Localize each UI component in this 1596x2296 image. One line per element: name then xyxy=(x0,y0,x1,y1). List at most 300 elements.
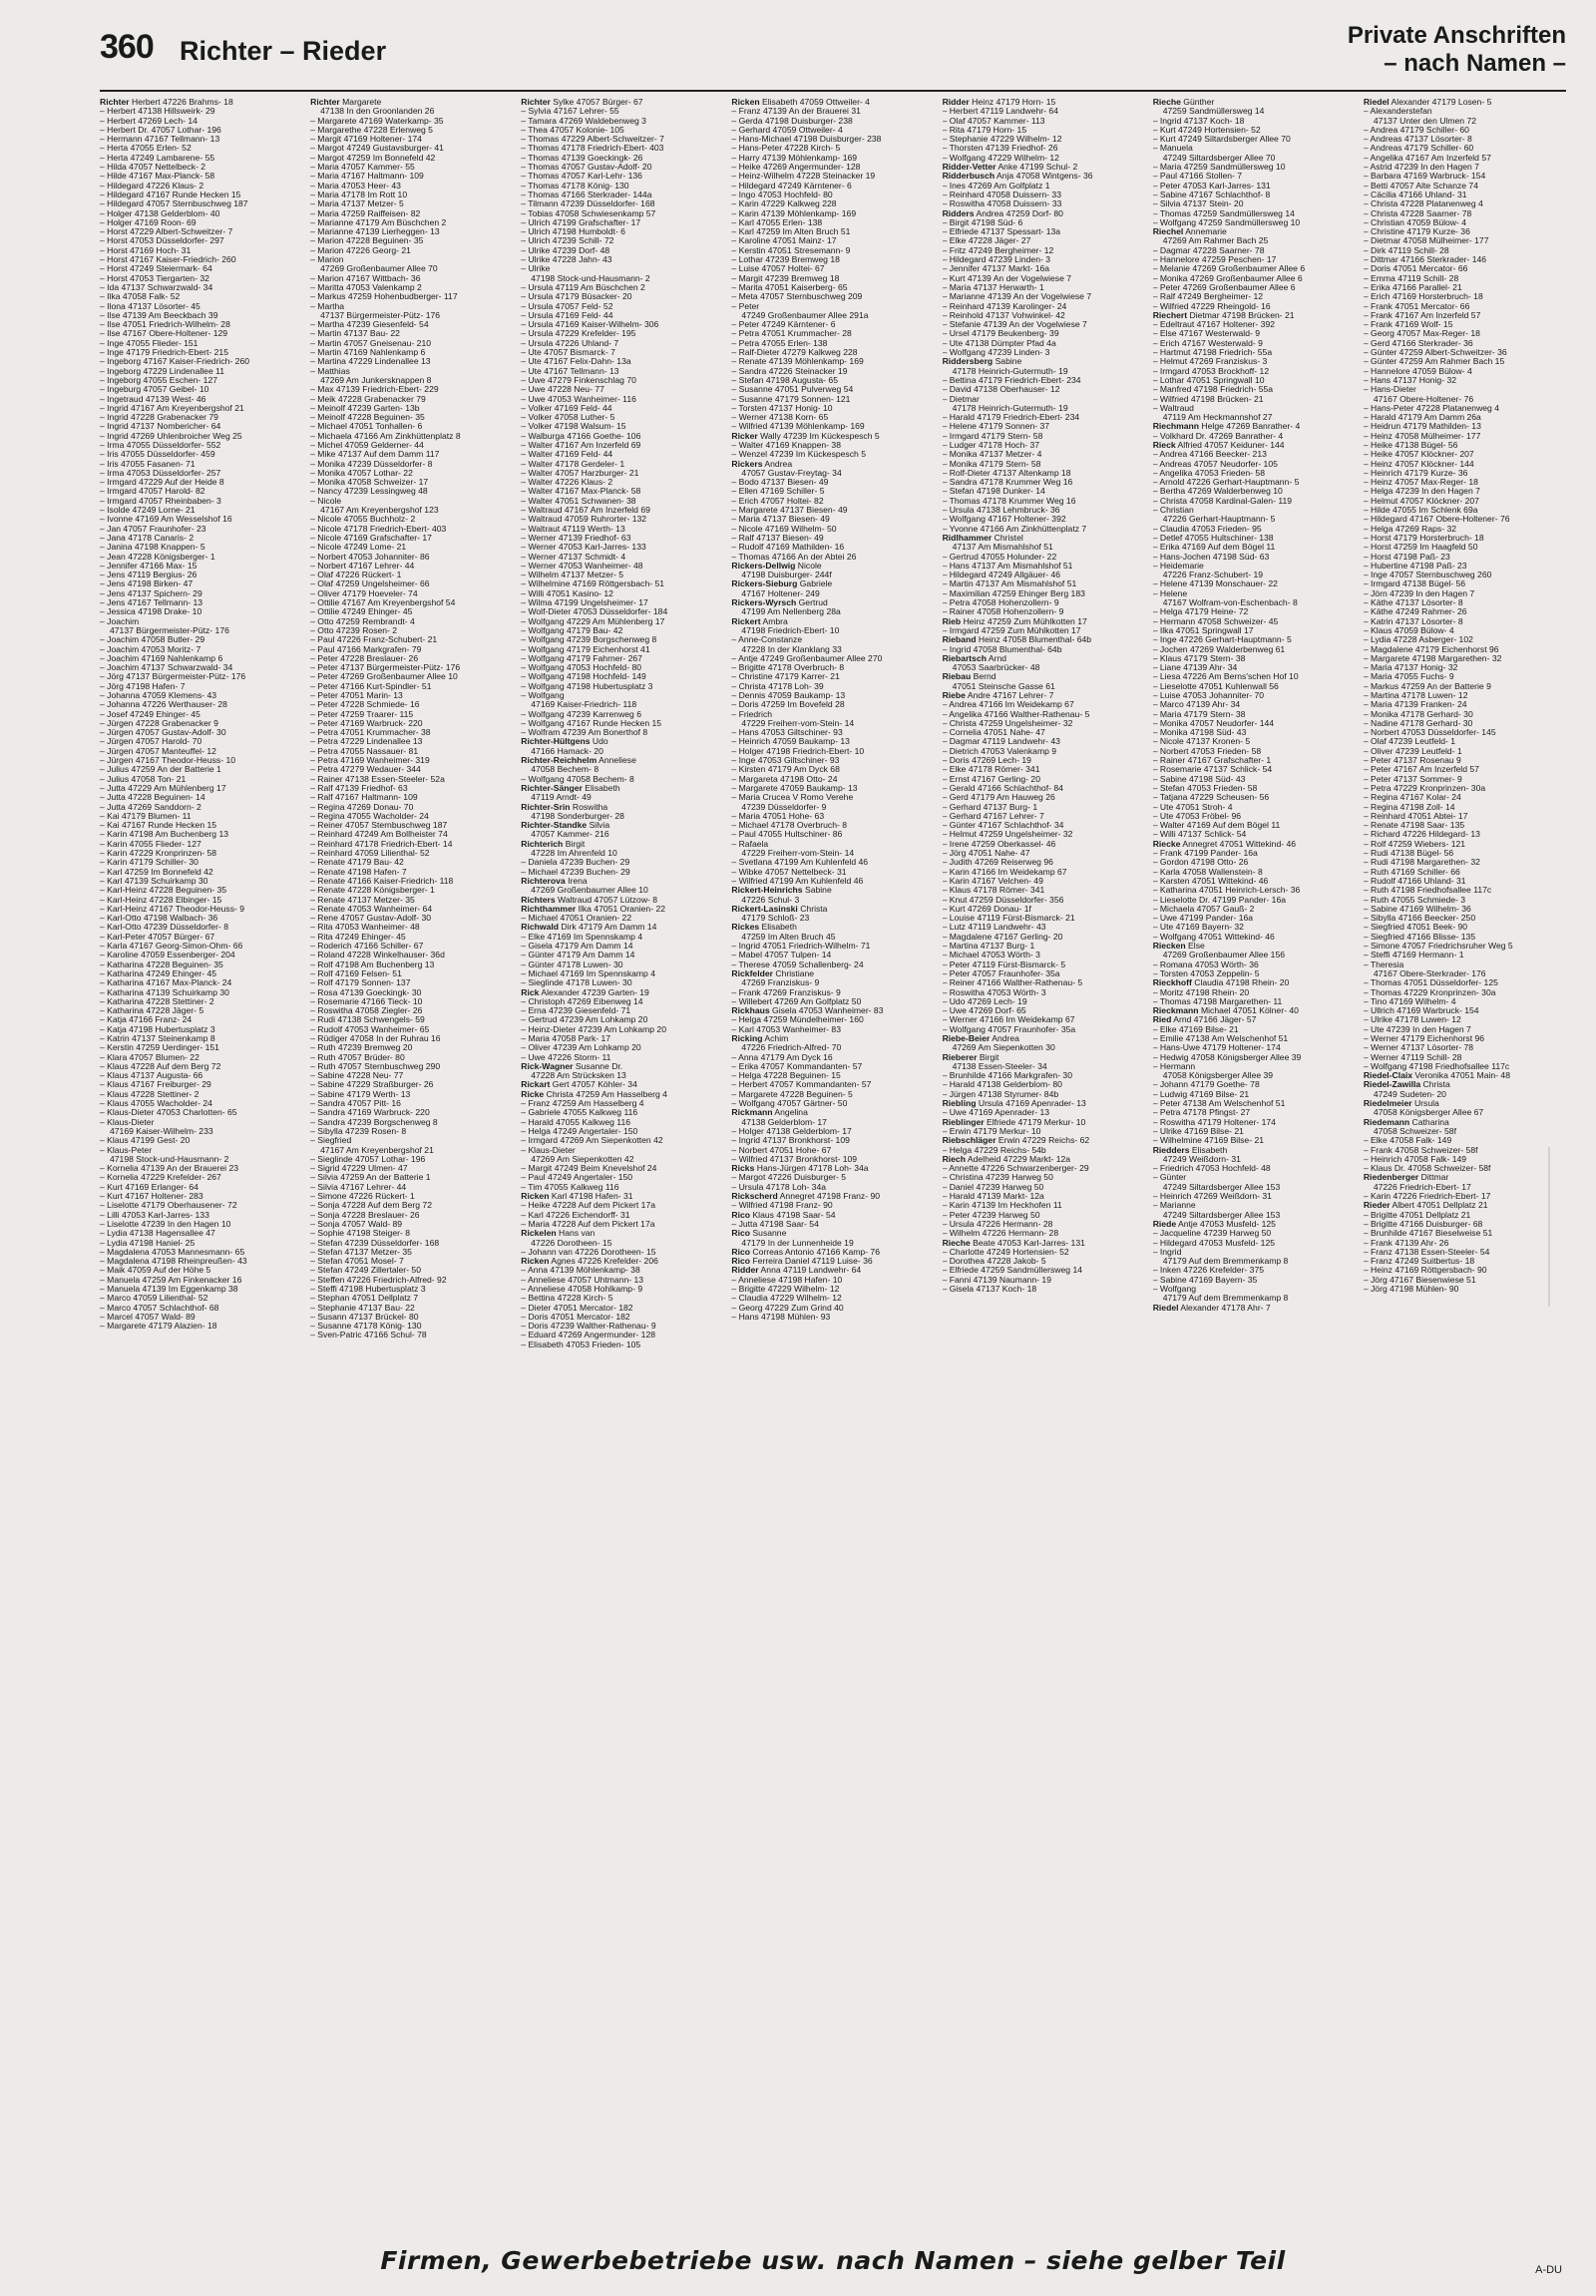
listing-entry: – Ingrid 47228 Grabenacker 79 xyxy=(100,413,218,423)
listing-entry: – Silvia 47137 Stein- 20 xyxy=(1152,199,1244,209)
listing-entry: – Nancy 47239 Lessingweg 48 xyxy=(310,487,428,497)
listing-entry: – Erika 47057 Kommandanten- 57 xyxy=(731,1061,863,1071)
listing-entry: – Waltraut 47119 Werth- 13 xyxy=(521,524,625,534)
listing-entry: Rieckhoff Claudia 47198 Rhein- 20 xyxy=(1152,978,1290,988)
listing-entry: – Frank 47167 Am Inzerfeld 57 xyxy=(1363,310,1481,320)
listing-entry: – Ruth 47055 Schmiede- 3 xyxy=(1363,895,1466,905)
listing-entry: – Siegfried 47166 Blisse- 135 xyxy=(1363,932,1476,942)
listing-entry: 47249 Weißdorn- 31 xyxy=(1162,1154,1241,1164)
listing-entry: – Brigitte 47166 Duisburger- 68 xyxy=(1363,1219,1483,1229)
listing-entry: – Monika 47057 Neudorfer- 144 xyxy=(1152,718,1275,728)
listing-entry: – Margit 47249 Beim Knevelshof 24 xyxy=(521,1164,657,1174)
listing-entry: Riedelmeier Ursula xyxy=(1363,1099,1439,1109)
listing-entry: – Helmut 47259 Ungelsheimer- 32 xyxy=(942,830,1073,840)
listing-entry: – Hilde 47167 Max-Planck- 58 xyxy=(100,172,215,182)
listing-entry: – Steffi 47198 Hubertusplatz 3 xyxy=(310,1285,426,1294)
listing-entry: – Frank 47139 Ahr- 26 xyxy=(1363,1238,1449,1248)
listing-entry: – Maria 47178 Im Rott 10 xyxy=(310,190,408,199)
listing-entry: – Margarete 47198 Margarethen- 32 xyxy=(1363,653,1502,663)
listing-entry: – Kai 47179 Blumen- 11 xyxy=(100,811,192,821)
listing-entry: – Peter 47137 Sommer- 9 xyxy=(1363,774,1462,784)
listing-entry: – Katharina 47249 Ehinger- 45 xyxy=(100,968,217,978)
page-header xyxy=(100,22,1566,82)
listing-entry: – Paul 47055 Hultschiner- 86 xyxy=(731,830,843,840)
listing-entry: – Klaus 47059 Bülow- 4 xyxy=(1363,625,1454,635)
listing-entry: – Thomas 47166 An der Abtei 26 xyxy=(731,552,857,562)
listing-entry: 47178 Heinrich-Gutermuth- 19 xyxy=(952,403,1068,413)
listing-entry: – Johann van 47226 Dorotheen- 15 xyxy=(521,1247,656,1257)
listing-entry: – Martina 47229 Lindenallee 13 xyxy=(310,357,431,367)
listing-entry: – Ottilie 47167 Am Kreyenbergshof 54 xyxy=(310,598,456,608)
listing-entry: – Brunhilde 47167 Bieselweise 51 xyxy=(1363,1229,1493,1239)
listing-entry: – Sabine 47228 Neu- 77 xyxy=(310,1071,404,1081)
listing-entry: – Jennifer 47137 Markt- 16a xyxy=(942,264,1050,274)
listing-entry: – Kai 47167 Runde Hecken 15 xyxy=(100,821,217,831)
listing-entry: – Christine 47179 Kurze- 36 xyxy=(1363,227,1470,237)
listing-entry: Ricker Wally 47239 Im Kückespesch 5 xyxy=(731,431,880,441)
listing-entry: – Holger 47138 Gelderblom- 40 xyxy=(100,208,220,218)
listing-entry: – Walter 47178 Gerdeler- 1 xyxy=(521,459,625,469)
listing-entry: – Ursula 47226 Hermann- 28 xyxy=(942,1219,1053,1229)
listing-entry: Riecke Annegret 47051 Wittekind- 46 xyxy=(1152,839,1297,849)
listing-entry: – Franz 47139 An der Brauerei 31 xyxy=(731,107,861,117)
listing-entry: – Wilhelmine 47169 Röttgersbach- 51 xyxy=(521,579,665,589)
listing-entry: – Walburga 47166 Goethe- 106 xyxy=(521,431,641,441)
listing-entry: – Anna 47139 Möhlenkamp- 38 xyxy=(521,1266,640,1276)
listing-entry: – Helga 47249 Angertaler- 150 xyxy=(521,1126,638,1136)
listing-entry: – Harry 47139 Möhlenkamp- 169 xyxy=(731,153,858,163)
listing-entry: – Maria 47228 Auf dem Pickert 17a xyxy=(521,1219,655,1229)
listing-entry: – Martha 47239 Giesenfeld- 54 xyxy=(310,320,429,330)
listing-entry: – Wilhelm 47226 Hermann- 28 xyxy=(942,1229,1059,1239)
listing-entry: 47179 Schloß- 23 xyxy=(741,914,810,924)
listing-entry: – Monika 47058 Schweizer- 17 xyxy=(310,478,429,488)
listing-entry: – Rolf 47179 Sonnen- 137 xyxy=(310,978,411,988)
listing-entry: – Rainer 47138 Essen-Steeler- 52a xyxy=(310,774,445,784)
listing-entry: – Volkhard Dr. 47269 Banrather- 4 xyxy=(1152,431,1284,441)
listing-entry: – Kurt 47249 Hortensien- 52 xyxy=(1152,125,1261,135)
listing-entry: – Werner 47179 Eichenhorst 96 xyxy=(1363,1033,1485,1043)
listing-entry: Rieckmann Michael 47051 Kölner- 40 xyxy=(1152,1006,1299,1016)
listing-entry: – Erna 47239 Giesenfeld- 71 xyxy=(521,1006,631,1016)
listing-entry: – Klaus 47167 Freiburger- 29 xyxy=(100,1080,211,1090)
listing-entry: Richter Margarete xyxy=(310,98,382,107)
listing-entry: Richterich Birgit xyxy=(521,839,586,849)
listing-entry: – Frank 47199 Pander- 16a xyxy=(1152,849,1258,859)
listing-entry: – Tatjana 47229 Scheusen- 56 xyxy=(1152,793,1270,803)
listing-entry: – Iris 47055 Düsseldorfer- 459 xyxy=(100,450,215,460)
listing-entry: – Ida 47137 Schwarzwald- 34 xyxy=(100,282,213,292)
listing-entry: – Hans 47137 Am Mismahlshof 51 xyxy=(942,561,1073,571)
listing-entry: Rickelen Hans van xyxy=(521,1229,596,1239)
listing-entry: – Karl-Otto 47239 Düsseldorfer- 8 xyxy=(100,923,228,933)
listing-entry: – Renate 47053 Wanheimer- 64 xyxy=(310,904,433,914)
listing-entry: – Ute 47167 Felix-Dahn- 13a xyxy=(521,357,631,367)
listing-entry: – Maria 47051 Hohe- 63 xyxy=(731,811,825,821)
listing-entry: – Volker 47058 Luther- 5 xyxy=(521,413,615,423)
listing-entry: 47228 Am Strücksken 13 xyxy=(531,1071,626,1081)
listing-entry: – Manuela 47139 Im Eggenkamp 38 xyxy=(100,1285,238,1294)
listing-entry: – Susann 47137 Brückel- 80 xyxy=(310,1312,419,1322)
listing-entry: – Michael 47169 Im Spennskamp 4 xyxy=(521,968,655,978)
listing-entry: – Ruth 47057 Brüder- 80 xyxy=(310,1052,405,1062)
listing-entry: – Maria 47167 Haltmann- 109 xyxy=(310,172,424,182)
listing-entry: – Elisabeth 47053 Frieden- 105 xyxy=(521,1339,641,1349)
listing-entry: – Ellen 47169 Schiller- 5 xyxy=(731,487,825,497)
listing-entry: Ricken Karl 47198 Hafen- 31 xyxy=(521,1192,633,1202)
listing-entry: Rickfelder Christiane xyxy=(731,968,815,978)
listing-entry: – Volker 47169 Feld- 44 xyxy=(521,403,612,413)
listing-entry: – Karl-Heinz 47228 Elbinger- 15 xyxy=(100,895,222,905)
listing-entry: 47269 Großenbaumer Allee 70 xyxy=(320,264,438,274)
listing-entry: – Ulrich 47199 Grafschafter- 17 xyxy=(521,217,641,227)
listing-entry: – Christa 47259 Ungelsheimer- 32 xyxy=(942,718,1073,728)
listing-entry: 47137 Am Mismahlshof 51 xyxy=(952,543,1053,553)
listing-entry: – Ivonne 47169 Am Wesselshof 16 xyxy=(100,515,232,525)
listing-entry: – Werner 47139 Friedhof- 63 xyxy=(521,533,631,543)
listing-entry: – Wolfgang 47057 Gärtner- 50 xyxy=(731,1099,848,1109)
listing-entry: 47198 Sonderburger- 28 xyxy=(531,811,624,821)
listing-entry: 47179 Auf dem Bremmenkamp 8 xyxy=(1162,1257,1289,1267)
listing-entry: – Gordon 47198 Otto- 26 xyxy=(1152,858,1249,868)
listing-columns xyxy=(100,98,1566,2234)
listing-entry: Ried Arnd 47166 Jäger- 57 xyxy=(1152,1015,1257,1025)
listing-entry: – Karl-Peter 47057 Bürger- 67 xyxy=(100,932,215,942)
listing-entry: – Martha xyxy=(310,301,345,311)
listing-entry: 47051 Steinsche Gasse 61 xyxy=(952,681,1055,691)
listing-entry: – Dittmar 47166 Sterkrader- 146 xyxy=(1363,255,1487,265)
region-code: A-DU xyxy=(1535,2264,1562,2276)
listing-entry: – Herta 47249 Lambarene- 55 xyxy=(100,153,215,163)
listing-entry: Rieche Günther xyxy=(1152,98,1215,107)
listing-entry: – Sandra 47057 Pitt- 16 xyxy=(310,1099,401,1109)
listing-entry: – Dietrich 47053 Valenkamp 9 xyxy=(942,746,1057,756)
listing-entry: Rieberer Birgit xyxy=(942,1052,999,1062)
listing-entry: 47198 Duisburger- 244f xyxy=(741,571,832,580)
listing-entry: – Sigrid 47229 Ulmen- 47 xyxy=(310,1164,408,1174)
listing-entry: – Karl-Otto 47198 Walbach- 36 xyxy=(100,914,218,924)
listing-entry: – Margarete 47228 Beguinen- 5 xyxy=(731,1089,853,1099)
listing-entry: – Hans 47053 Giltschiner- 93 xyxy=(731,728,843,738)
listing-entry: – Günter xyxy=(1152,1173,1187,1183)
listing-entry: – Sophie 47198 Steiger- 8 xyxy=(310,1229,410,1239)
listing-entry: 47269 Großenbaumer Allee 156 xyxy=(1162,951,1286,960)
listing-entry: – Herta 47055 Erlen- 52 xyxy=(100,144,192,154)
listing-entry: – Hans-Peter 47228 Kirch- 5 xyxy=(731,144,841,154)
listing-entry: 47058 Königsberger Allee 39 xyxy=(1162,1071,1274,1081)
listing-entry: – Stefan 47137 Metzer- 35 xyxy=(310,1247,412,1257)
listing-entry: – Karin 47167 Velchen- 49 xyxy=(942,876,1043,886)
listing-entry: – Ingeborg 47055 Eschen- 127 xyxy=(100,375,218,385)
listing-entry: – Oliver 47239 Am Lohkamp 20 xyxy=(521,1043,641,1053)
side-watermark xyxy=(1548,1147,1580,1307)
listing-entry: – Hermann 47167 Tellmann- 13 xyxy=(100,135,220,145)
listing-entry: Riebling Ursula 47169 Apenrader- 13 xyxy=(942,1099,1086,1109)
listing-entry: – Uwe 47169 Apenrader- 13 xyxy=(942,1108,1050,1118)
listing-entry: Riebartsch Arnd xyxy=(942,653,1007,663)
listing-entry: – Kurt 47169 Erlanger- 64 xyxy=(100,1182,199,1192)
listing-entry: – Gertrud 47055 Holunder- 22 xyxy=(942,552,1057,562)
listing-entry: – Hedwig 47058 Königsberger Allee 39 xyxy=(1152,1052,1302,1062)
listing-entry: – Paul 47249 Angertaler- 150 xyxy=(521,1173,633,1183)
listing-entry: – Ralf 47137 Biesen- 49 xyxy=(731,533,824,543)
listing-entry: – Klaus-Peter xyxy=(100,1145,153,1155)
listing-entry: – Michel 47059 Gelderner- 44 xyxy=(310,440,424,450)
listing-entry: Rickart Gert 47057 Köhler- 34 xyxy=(521,1080,637,1090)
listing-entry: – Monika 47057 Lothar- 22 xyxy=(310,468,413,478)
listing-entry: – Magdalene 47167 Gerling- 20 xyxy=(942,932,1063,942)
listing-entry: – Werner 47053 Wanheimer- 48 xyxy=(521,561,643,571)
listing-entry: – Christina 47239 Harweg 50 xyxy=(942,1173,1053,1183)
listing-entry: – Monika 47179 Stern- 58 xyxy=(942,459,1041,469)
listing-entry: – Margot 47226 Duisburger- 5 xyxy=(731,1173,847,1183)
listing-entry: – Werner 47138 Korn- 65 xyxy=(731,413,829,423)
listing-entry: – Inken 47226 Krefelder- 375 xyxy=(1152,1266,1265,1276)
listing-entry: 47269 Am Rahmer Bach 25 xyxy=(1162,236,1269,246)
listing-entry: Riedemann Catharina xyxy=(1363,1117,1449,1127)
listing-entry: – Doris 47269 Lech- 19 xyxy=(942,756,1031,766)
listing-entry: – Ruth 47198 Friedhofsallee 117c xyxy=(1363,886,1492,896)
listing-entry: – Peter 47167 Am Inzerfeld 57 xyxy=(1363,765,1479,775)
listing-entry: – Thomas 47178 Krummer Weg 16 xyxy=(942,496,1076,506)
listing-entry: – Theresia xyxy=(1363,959,1404,969)
listing-entry: – Reinhold 47137 Vohwinkel- 42 xyxy=(942,310,1065,320)
listing-entry: – Ulrich 47198 Humboldt- 6 xyxy=(521,227,625,237)
listing-entry: – Walter 47169 Knappen- 38 xyxy=(731,440,841,450)
listing-entry: – Ulrike 47178 Luwen- 12 xyxy=(1363,1015,1461,1025)
listing-entry: – Ludwig 47169 Bilse- 21 xyxy=(1152,1089,1250,1099)
listing-entry: – Maria Crucea V Romo Verehe xyxy=(731,793,854,803)
listing-entry: – Marion 47167 Wittbach- 36 xyxy=(310,273,421,283)
listing-entry: – Jochen 47269 Walderbenweg 61 xyxy=(1152,644,1286,654)
listing-entry: Riddersberg Sabine xyxy=(942,357,1022,367)
listing-entry: – Rudi 47138 Bügel- 56 xyxy=(1363,849,1454,859)
listing-entry: 47058 Königsberger Allee 67 xyxy=(1373,1108,1484,1118)
listing-entry: – Erika 47166 Parallel- 21 xyxy=(1363,282,1462,292)
listing-entry: – Marion 47228 Beguinen- 35 xyxy=(310,236,424,246)
listing-entry: – Ottilie 47249 Ehinger- 45 xyxy=(310,607,413,617)
listing-entry: – Petra 47178 Pfingst- 27 xyxy=(1152,1108,1251,1118)
listing-entry: 47249 Siltardsberger Allee 153 xyxy=(1162,1182,1281,1192)
listing-entry: – Hermann xyxy=(1152,1061,1196,1071)
listing-entry: – Helga 47229 Reichs- 54b xyxy=(942,1145,1046,1155)
listing-entry: – Torsten 47137 Honig- 10 xyxy=(731,403,833,413)
listing-entry: – Lydia 47198 Haniel- 25 xyxy=(100,1238,196,1248)
listing-entry: – Hartmut 47198 Friedrich- 55a xyxy=(1152,348,1273,358)
listing-entry: – Detlef 47055 Hultschiner- 138 xyxy=(1152,533,1274,543)
listing-entry: Ricken Agnes 47226 Krefelder- 206 xyxy=(521,1257,658,1267)
listing-entry: – Uwe 47228 Neu- 77 xyxy=(521,385,604,395)
listing-entry: – Stephan 47051 Dellplatz 7 xyxy=(310,1294,419,1304)
listing-entry: Rickhaus Gisela 47053 Wanheimer- 83 xyxy=(731,1006,884,1016)
listing-entry: – Franz 47259 Am Hasselberg 4 xyxy=(521,1099,644,1109)
listing-entry: – Eduard 47269 Angermunder- 128 xyxy=(521,1331,656,1340)
listing-entry: – Joachim 47058 Butler- 29 xyxy=(100,635,205,645)
listing-entry: Riedenberger Dittmar xyxy=(1363,1173,1449,1183)
name-range: Richter – Rieder xyxy=(180,36,387,66)
listing-entry: Riedel-Claix Veronika 47051 Main- 48 xyxy=(1363,1071,1510,1081)
listing-entry: – Thomas 47198 Margarethen- 11 xyxy=(1152,996,1283,1006)
listing-entry: – Monika 47178 Gerhard- 30 xyxy=(1363,709,1473,719)
listing-entry: – Helene xyxy=(1152,588,1188,598)
listing-entry: – Bettina 47179 Friedrich-Ebert- 234 xyxy=(942,375,1081,385)
listing-entry: – Maritta 47053 Valenkamp 2 xyxy=(310,282,422,292)
listing-entry: – Regina 47167 Kolar- 24 xyxy=(1363,793,1461,803)
listing-entry: – Walter 47226 Klaus- 2 xyxy=(521,478,613,488)
listing-entry: – Bodo 47137 Biesen- 49 xyxy=(731,478,829,488)
listing-entry: – Wolfgang 47179 Fahrner- 267 xyxy=(521,653,642,663)
listing-entry: – Heike 47269 Angermunder- 128 xyxy=(731,163,861,173)
listing-entry: – Werner 47053 Karl-Jarres- 133 xyxy=(521,543,646,553)
listing-entry: – Kornelia 47139 An der Brauerei 23 xyxy=(100,1164,239,1174)
listing-entry: – Maik 47059 Auf der Höhe 5 xyxy=(100,1266,211,1276)
listing-entry: – Renate 47179 Bau- 42 xyxy=(310,858,404,868)
listing-entry: – Friedrich 47053 Hochfeld- 48 xyxy=(1152,1164,1271,1174)
listing-entry: – Reinhard 47051 Abtei- 17 xyxy=(1363,811,1468,821)
listing-entry: – Sabine 47179 Werth- 13 xyxy=(310,1089,411,1099)
listing-entry: – Günter 47259 Am Rahmer Bach 15 xyxy=(1363,357,1505,367)
listing-entry: – Herbert 47057 Kommandanten- 57 xyxy=(731,1080,872,1090)
listing-entry: 47167 Am Kreyenbergshof 21 xyxy=(320,1145,434,1155)
listing-entry: – Claudia 47229 Wilhelm- 12 xyxy=(731,1294,842,1304)
listing-entry: – Reinhard 47059 Lilienthal- 52 xyxy=(310,849,430,859)
listing-entry: 47229 Freiherr-vom-Stein- 14 xyxy=(741,718,855,728)
listing-entry: – Horst 47249 Steiermark- 64 xyxy=(100,264,212,274)
listing-entry: – Thomas 47178 Friedrich-Ebert- 403 xyxy=(521,144,664,154)
listing-entry: – Klaus 47179 Stern- 38 xyxy=(1152,653,1246,663)
listing-entry: – Brigitte 47051 Dellplatz 21 xyxy=(1363,1210,1471,1220)
listing-entry: – Angelika 47053 Frieden- 58 xyxy=(1152,468,1265,478)
listing-entry: – Frank 47058 Schweizer- 58f xyxy=(1363,1145,1478,1155)
listing-entry: – Werner 47166 Im Weidekamp 67 xyxy=(942,1015,1075,1025)
listing-entry: – Günter 47259 Albert-Schweitzer- 36 xyxy=(1363,348,1507,358)
listing-entry: – Norbert 47053 Frieden- 58 xyxy=(1152,746,1262,756)
listing-entry: – Thomas 47057 Gustav-Adolf- 20 xyxy=(521,163,652,173)
listing-entry: 47198 Stock-und-Hausmann- 2 xyxy=(531,273,650,283)
listing-entry: – Karl 47055 Erlen- 138 xyxy=(731,217,823,227)
listing-entry: – Klaus-Dieter 47053 Charlotten- 65 xyxy=(100,1108,237,1118)
listing-entry: – Tino 47169 Wilhelm- 4 xyxy=(1363,996,1456,1006)
listing-entry: – Wolfgang xyxy=(1152,1285,1197,1294)
listing-entry: – Maximilian 47259 Ehinger Berg 183 xyxy=(942,588,1085,598)
listing-entry: – Luise 47057 Holtei- 67 xyxy=(731,264,825,274)
listing-entry: – Lieselotte 47051 Kuhlenwall 56 xyxy=(1152,681,1279,691)
listing-entry: – Walter 47057 Harzburger- 21 xyxy=(521,468,639,478)
listing-entry: – Inge 47226 Gerhart-Hauptmann- 5 xyxy=(1152,635,1292,645)
listing-entry: – Jürgen 47138 Styrumer- 84b xyxy=(942,1089,1059,1099)
listing-entry: – Wolfgang 47239 Linden- 3 xyxy=(942,348,1050,358)
footer-note: Firmen, Gewerbebetriebe usw. nach Namen – siehe gelber Teil xyxy=(380,2246,1286,2275)
listing-entry: – Jutta 47228 Beguinen- 14 xyxy=(100,793,205,803)
listing-entry: – Hans 47198 Mühlen- 93 xyxy=(731,1312,831,1322)
listing-entry: – Doris 47259 Im Bovefeld 28 xyxy=(731,700,845,710)
listing-entry: – Roswitha 47058 Duissern- 33 xyxy=(942,199,1062,209)
listing-entry: – Sibylla 47166 Beecker- 250 xyxy=(1363,914,1476,924)
listing-entry: Riebau Bernd xyxy=(942,672,997,682)
listing-entry: – Richard 47226 Hildegard- 13 xyxy=(1363,830,1480,840)
listing-entry: – Heike 47057 Klöckner- 207 xyxy=(1363,450,1474,460)
listing-entry: – Uwe 47053 Wanheimer- 116 xyxy=(521,394,636,404)
listing-entry: – Renate 47228 Königsberger- 1 xyxy=(310,886,435,896)
listing-entry: – Nicole 47055 Buchholz- 2 xyxy=(310,515,416,525)
listing-entry: – Katja 47166 Franz- 24 xyxy=(100,1015,193,1025)
listing-entry: – Werner 47119 Schill- 28 xyxy=(1363,1052,1462,1062)
listing-entry: – Jörg 47167 Biesenwiese 51 xyxy=(1363,1275,1476,1285)
listing-entry: – Udo 47269 Lech- 19 xyxy=(942,996,1027,1006)
listing-entry: – Walter 47169 Feld- 44 xyxy=(521,450,613,460)
listing-entry: – Frank 47169 Wolf- 15 xyxy=(1363,320,1453,330)
listing-entry: – Sven-Patric 47166 Schul- 78 xyxy=(310,1331,427,1340)
listing-entry: Richter-Reichhelm Anneliese xyxy=(521,756,636,766)
listing-entry: – Dieter 47051 Mercator- 182 xyxy=(521,1303,633,1313)
listing-entry: – Margarete 47169 Waterkamp- 35 xyxy=(310,116,444,126)
listing-entry: – Jan 47057 Fraunhofer- 23 xyxy=(100,524,206,534)
listing-entry: – Nicole xyxy=(310,496,342,506)
listing-entry: – Maria 47057 Kammer- 55 xyxy=(310,163,415,173)
listing-entry: – Marianne 47139 Lierheggen- 13 xyxy=(310,227,440,237)
listing-entry: – Martin 47137 Am Mismahlshof 51 xyxy=(942,579,1077,589)
listing-entry: – Friedrich xyxy=(731,709,773,719)
listing-entry: – Sabine 47169 Bayern- 35 xyxy=(1152,1275,1258,1285)
listing-entry: – Josef 47249 Ehinger- 45 xyxy=(100,709,200,719)
listing-entry: – Heinrich 47059 Baukamp- 13 xyxy=(731,737,850,747)
listing-entry: – Ursula 47229 Krefelder- 195 xyxy=(521,329,636,339)
listing-entry: – Isolde 47249 Lorne- 21 xyxy=(100,506,196,516)
listing-entry: – Katja 47198 Hubertusplatz 3 xyxy=(100,1024,215,1034)
listing-entry: – Wolfgang 47259 Sandmüllersweg 10 xyxy=(1152,217,1301,227)
listing-entry: – Walter 47051 Schwanen- 38 xyxy=(521,496,636,506)
listing-entry: – Martina 47137 Burg- 1 xyxy=(942,942,1035,952)
listing-entry: – Jürgen 47167 Theodor-Heuss- 10 xyxy=(100,756,235,766)
listing-entry: – Elke 47169 Bilse- 21 xyxy=(1152,1024,1239,1034)
listing-entry: – Antje 47249 Großenbaumer Allee 270 xyxy=(731,653,883,663)
listing-entry: – Gerda 47198 Duisburger- 238 xyxy=(731,116,853,126)
listing-entry: – Margarete 47137 Biesen- 49 xyxy=(731,506,848,516)
listing-entry: – Manuela 47259 Am Finkenacker 16 xyxy=(100,1275,242,1285)
listing-entry: 47137 Bürgermeister-Pütz- 176 xyxy=(110,625,229,635)
listing-entry: – Erich 47057 Holtei- 82 xyxy=(731,496,824,506)
listing-entry: – Claudia 47053 Frieden- 95 xyxy=(1152,524,1262,534)
listing-entry: – Annette 47226 Schwarzenberger- 29 xyxy=(942,1164,1089,1174)
listing-entry: – Gabriele 47055 Kalkweg 116 xyxy=(521,1108,638,1118)
listing-entry: – Käthe 47137 Lösorter- 8 xyxy=(1363,598,1463,608)
listing-entry: – Lothar 47051 Springwall 10 xyxy=(1152,375,1265,385)
listing-entry: Ricke Christa 47259 Am Hasselberg 4 xyxy=(521,1089,667,1099)
listing-entry: – Ilona 47137 Lösorter- 45 xyxy=(100,301,200,311)
listing-entry: – Nicole 47169 Wilhelm- 50 xyxy=(731,524,837,534)
listing-entry: – Wolfgang 47179 Bau- 42 xyxy=(521,625,623,635)
listing-entry: Ridders Andrea 47259 Dorf- 80 xyxy=(942,208,1063,218)
listing-entry: Riech Adelheid 47229 Markt- 12a xyxy=(942,1154,1071,1164)
listing-entry: – Edeltraut 47167 Holtener- 392 xyxy=(1152,320,1276,330)
listing-entry: – Wolfgang 47167 Runde Hecken 15 xyxy=(521,718,662,728)
listing-entry: – Joachim 47137 Schwarzwald- 34 xyxy=(100,663,233,673)
listing-entry: – Andreas 47179 Schiller- 60 xyxy=(1363,144,1474,154)
listing-entry: Rieck Alfried 47057 Keiduner- 144 xyxy=(1152,440,1285,450)
listing-entry: – Norbert 47053 Johanniter- 86 xyxy=(310,552,430,562)
listing-entry: – Elke 47178 Römer- 341 xyxy=(942,765,1040,775)
listing-entry: – Jörn 47239 In den Hagen 7 xyxy=(1363,588,1475,598)
listing-entry: – Peter 47249 Kärntener- 6 xyxy=(731,320,836,330)
listing-entry: Rico Susanne xyxy=(731,1229,787,1239)
listing-entry: – Ralf 47249 Bergheimer- 12 xyxy=(1152,292,1264,302)
listing-entry: – Elfriede 47259 Sandmüllersweg 14 xyxy=(942,1266,1083,1276)
listing-entry: – Rainer 47058 Hohenzollern- 9 xyxy=(942,607,1064,617)
listing-entry: – Irmgard 47179 Stern- 58 xyxy=(942,431,1043,441)
listing-entry: – Erika 47169 Auf dem Bögel 11 xyxy=(1152,543,1276,553)
listing-entry: – Dorothea 47228 Jakob- 5 xyxy=(942,1257,1046,1267)
listing-entry: – Norbert 47167 Lehrer- 44 xyxy=(310,561,415,571)
